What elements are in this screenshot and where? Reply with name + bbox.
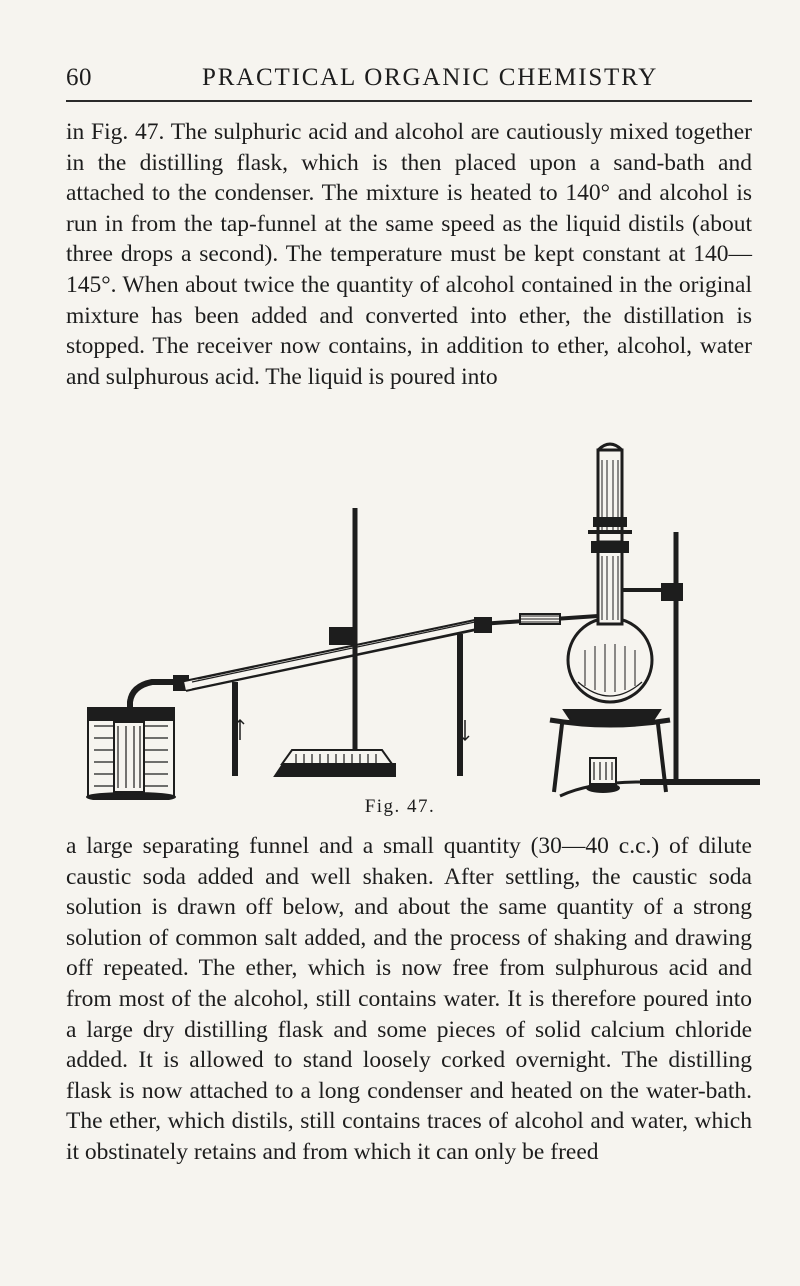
page-header <box>66 64 752 104</box>
header-rule <box>66 100 752 102</box>
distillation-apparatus-figure <box>80 420 760 800</box>
page-number: 60 <box>66 64 92 91</box>
condenser <box>185 614 598 689</box>
figure-caption: Fig. 47. <box>364 796 436 817</box>
tap-funnel <box>588 444 632 542</box>
receiver-vessel <box>87 708 175 800</box>
apparatus-drawing <box>87 444 760 800</box>
paragraph-top: in Fig. 47. The sulphuric acid and alcohol are cautiously mixed together in the distilling flask, which is then placed upon a sand-bath and attached to the condenser. The mixture is heated to 140° and alcohol is run in from the tap-funnel at the same speed as the liquid distils (about three drops a second). The temperature must be kept constant at 140—145°. When about twice the quantity of alcohol contained in the original mixture has been added and converted into ether, the distillation is stopped. The receiver now contains, in addition to ether, alcohol, water and sulphurous acid. The liquid is poured into <box>66 119 752 390</box>
paragraph-bottom: a large separating funnel and a small quantity (30—40 c.c.) of dilute caustic soda added and well shaken. After settling, the caustic soda solution is drawn off below, and about the same quantity of a strong solution of common salt added, and the process of shaking and drawing off repeated. The ether, which is now free from sulphurous acid and from most of the alcohol, still contains water. It is therefore poured into a large dry distilling flask and some pieces of solid calcium chloride added. It is allowed to stand loosely corked overnight. The distilling flask is now attached to a long condenser and heated on the water-bath. The ether, which distils, still contains traces of alcohol and water, which it obstinately retains and from which it can only be freed <box>66 833 752 1165</box>
distilling-flask <box>568 542 652 702</box>
running-head: PRACTICAL ORGANIC CHEMISTRY <box>202 64 659 91</box>
